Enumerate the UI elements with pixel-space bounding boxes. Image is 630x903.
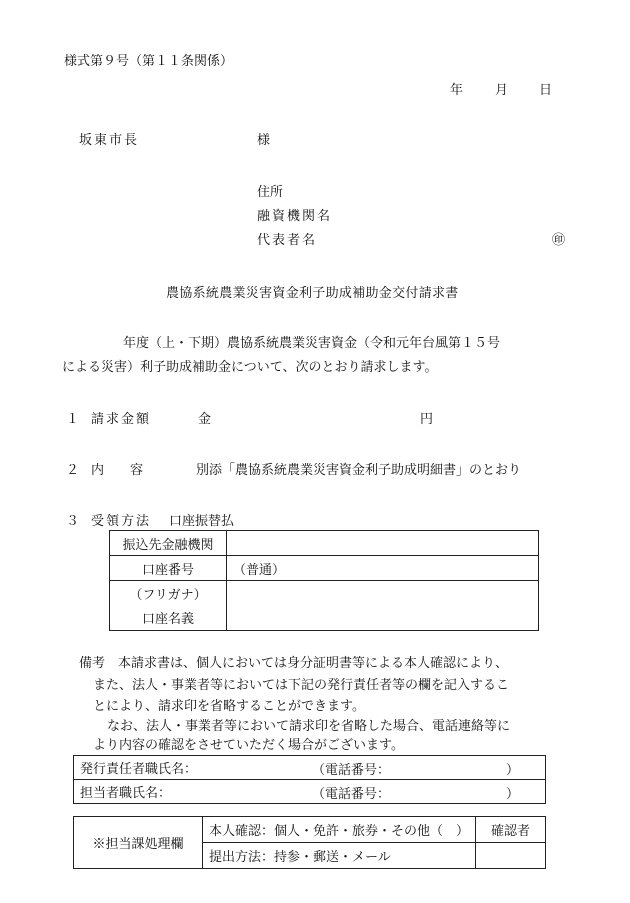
office-processing-label: ※担当課処理欄 — [74, 817, 203, 869]
office-processing-table — [73, 816, 546, 869]
contact-row[interactable] — [74, 780, 546, 804]
contact-label: 担当者職氏名： — [80, 786, 172, 801]
responsible-table — [73, 755, 546, 804]
item-1-yen-prefix: 金 — [198, 412, 212, 427]
notes-head: 備考 — [79, 656, 106, 671]
item-3-label: 受領方法 — [91, 514, 152, 529]
issuer-phone-label: （電話番号： — [312, 763, 391, 778]
addressee-name: 坂東市長 — [79, 133, 140, 148]
contact-phone-label: （電話番号： — [312, 787, 391, 802]
body-line-2: による災害）利子助成補助金について、次のとおり請求します。 — [62, 360, 438, 375]
body-line-1: 年度（上・下期）農協系統農業災害資金（令和元年台風第１５号 — [123, 336, 501, 351]
issuer-phone-close: ） — [506, 763, 520, 778]
account-name-label: 口座名義 — [110, 606, 227, 631]
addressee-honorific: 様 — [257, 133, 271, 148]
applicant-institution-label: 融資機関名 — [257, 209, 333, 224]
confirmer-label: 確認者 — [476, 817, 546, 843]
submission-method-field[interactable]: 提出方法：持参・郵送・メール — [203, 843, 476, 869]
issuer-row[interactable] — [74, 756, 546, 780]
item-3-number: ３ — [66, 514, 80, 529]
document-title: 農協系統農業災害資金利子助成補助金交付請求書 — [166, 286, 459, 301]
item-1-number: １ — [66, 412, 80, 427]
item-2-content: 別添「農協系統農業災害資金利子助成明細書」のとおり — [196, 463, 522, 478]
account-name-field[interactable] — [227, 581, 539, 631]
account-number-label: 口座番号 — [110, 556, 227, 581]
issuer-label: 発行責任者職氏名： — [80, 762, 198, 777]
date-day: 日 — [539, 83, 553, 98]
furigana-label: （フリガナ） — [110, 581, 227, 606]
item-2-number: ２ — [66, 463, 80, 478]
notes-line-3: とにより、請求印を省略することができます。 — [93, 699, 365, 714]
notes-line-1 — [79, 654, 508, 674]
date-year: 年 — [450, 83, 464, 98]
item-2-label: 内 容 — [91, 463, 144, 478]
account-number-field[interactable]: （普通） — [227, 556, 539, 581]
notes-text-1: 本請求書は、個人においては身分証明書等による本人確認により、 — [118, 656, 509, 671]
bank-account-table — [109, 530, 539, 631]
date-month: 月 — [495, 83, 509, 98]
applicant-representative-label: 代表者名 — [257, 233, 318, 248]
item-1-yen-suffix: 円 — [420, 412, 434, 427]
identity-check-field[interactable]: 本人確認：個人・免許・旅券・その他（ ） — [203, 817, 476, 843]
item-3-method: 口座振替払 — [169, 514, 235, 529]
confirmer-field[interactable] — [476, 843, 546, 869]
applicant-address-label: 住所 — [257, 185, 284, 200]
bank-institution-field[interactable] — [227, 531, 539, 556]
item-1-label: 請求金額 — [91, 412, 152, 427]
notes-line-4: なお、法人・事業者等において請求印を省略した場合、電話連絡等に — [107, 719, 511, 734]
notes-line-2: また、法人・事業者等においては下記の発行責任者等の欄を記入するこ — [93, 678, 510, 693]
bank-institution-label: 振込先金融機関 — [110, 531, 227, 556]
notes-line-5: より内容の確認をさせていただく場合がございます。 — [93, 738, 404, 753]
seal-mark: ㊞ — [552, 233, 566, 248]
contact-phone-close: ） — [506, 787, 520, 802]
form-number: 様式第９号（第１１条関係） — [64, 54, 234, 69]
